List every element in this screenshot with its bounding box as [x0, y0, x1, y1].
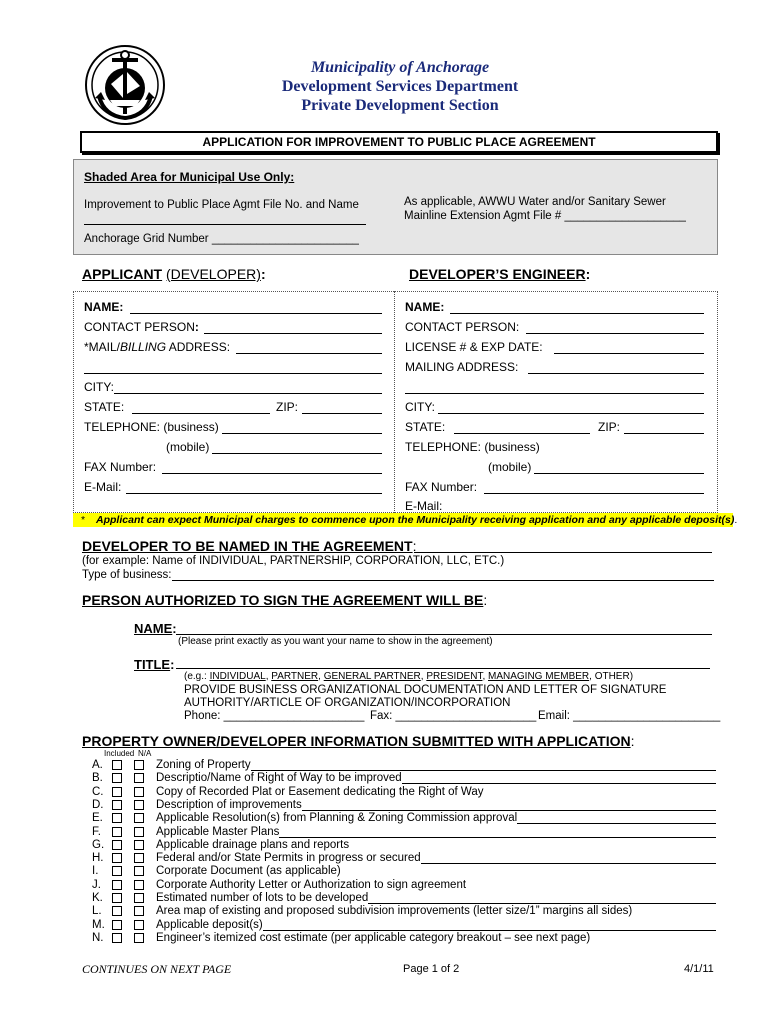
engineer-mailing-field-2[interactable] — [405, 393, 704, 394]
checklist-item-line[interactable] — [251, 770, 716, 771]
checklist-item — [92, 852, 722, 865]
engineer-state-field[interactable] — [454, 433, 590, 434]
included-checkbox[interactable] — [112, 920, 122, 930]
checklist-item — [92, 905, 722, 918]
header-section: Private Development Section — [301, 97, 499, 114]
checklist-item-line[interactable] — [302, 810, 716, 811]
included-checkbox[interactable] — [112, 760, 122, 770]
title-example-sep: , — [265, 671, 272, 682]
applicant-city-field[interactable] — [114, 393, 382, 394]
property-heading-label: PROPERTY OWNER/DEVELOPER INFORMATION SUBMITTED WITH APPLICATION — [82, 733, 631, 749]
na-checkbox[interactable] — [134, 906, 144, 916]
checklist-item-letter: D. — [92, 798, 104, 811]
grid-number-field[interactable]: Anchorage Grid Number _______________________ — [84, 233, 359, 245]
included-checkbox[interactable] — [112, 840, 122, 850]
engineer-tel-mobile-field[interactable] — [534, 473, 704, 474]
checklist-item-line[interactable] — [263, 930, 716, 931]
checklist-item-line[interactable] — [279, 837, 716, 838]
applicant-fax-label: FAX Number: — [84, 460, 157, 474]
developer-named-heading-label: DEVELOPER TO BE NAMED IN THE AGREEMENT — [82, 538, 413, 554]
box-divider — [394, 291, 395, 513]
applicant-name-label: NAME: — [84, 300, 124, 314]
engineer-contact-label: CONTACT PERSON: — [405, 320, 520, 334]
applicant-tel-business-label: TELEPHONE: (business) — [84, 420, 219, 434]
na-checkbox[interactable] — [134, 866, 144, 876]
included-checkbox[interactable] — [112, 906, 122, 916]
engineer-heading-label: DEVELOPER’S ENGINEER — [409, 266, 586, 282]
municipality-seal-logo — [84, 44, 166, 126]
authorized-title-field[interactable] — [176, 668, 710, 669]
awwu-line1: As applicable, AWWU Water and/or Sanitary Sewer — [404, 196, 666, 208]
title-example-sep: , — [420, 671, 427, 682]
applicant-name-field[interactable] — [130, 313, 382, 314]
checklist-item-line[interactable] — [368, 903, 716, 904]
checklist-item — [92, 879, 722, 892]
engineer-license-label: LICENSE # & EXP DATE: — [405, 340, 543, 354]
business-type-field[interactable] — [172, 580, 714, 581]
title-examples-prefix: (e.g.: — [184, 671, 210, 682]
checklist-item-text: Applicable Master Plans — [156, 825, 280, 838]
title-example-partner: PARTNER — [271, 671, 319, 682]
engineer-tel-business-label: TELEPHONE: (business) — [405, 440, 540, 454]
engineer-name-label: NAME: — [405, 300, 445, 314]
checklist-item-letter: C. — [92, 785, 104, 798]
checklist-item-line[interactable] — [421, 863, 716, 864]
included-checkbox[interactable] — [112, 827, 122, 837]
authorized-heading — [82, 592, 487, 608]
file-no-label: Improvement to Public Place Agmt File No. and Name — [84, 199, 359, 211]
engineer-mailing-label: MAILING ADDRESS: — [405, 360, 519, 374]
revision-date: 4/1/11 — [684, 963, 714, 975]
applicant-contact-colon: : — [194, 320, 199, 334]
checklist-item-text: Corporate Document (as applicable) — [156, 865, 341, 878]
applicant-email-label: E-Mail: — [84, 480, 122, 494]
form-title-box — [80, 131, 718, 153]
checklist-item-letter: K. — [92, 892, 103, 904]
checklist-item-text: Corporate Authority Letter or Authorization to sign agreement — [156, 878, 467, 891]
na-checkbox[interactable] — [134, 787, 144, 797]
checklist-item-text: Area map of existing and proposed subdivision improvements (letter size/1” margins all sides) — [156, 905, 633, 918]
checklist-item — [92, 772, 722, 785]
checklist-item — [92, 892, 722, 905]
included-checkbox[interactable] — [112, 933, 122, 943]
checklist-item-text: Descriptio/Name of Right of Way to be improved — [156, 772, 402, 785]
included-checkbox[interactable] — [112, 880, 122, 890]
checklist-item — [92, 799, 722, 812]
applicant-heading-label: APPLICANT — [82, 266, 163, 282]
engineer-city-label: CITY: — [405, 400, 436, 414]
checklist-item-letter: F. — [92, 825, 101, 838]
engineer-name-field[interactable] — [450, 313, 704, 314]
title-example-general-partner: GENERAL PARTNER — [323, 671, 421, 682]
authorized-title-text: TITLE — [134, 657, 171, 672]
applicant-contact-field[interactable] — [204, 333, 382, 334]
applicant-email-field[interactable] — [126, 493, 382, 494]
notice-text: Applicant can expect Municipal charges to commence upon the Municipality receiving application and any applicable deposit(s) — [96, 514, 735, 526]
business-type-label: Type of business: — [82, 569, 172, 581]
included-checkbox[interactable] — [112, 773, 122, 783]
na-checkbox[interactable] — [134, 893, 144, 903]
applicant-city-label: CITY: — [84, 380, 115, 394]
applicant-mail-address: ADDRESS: — [166, 340, 231, 354]
provide-docs-line1: PROVIDE BUSINESS ORGANIZATIONAL DOCUMENTATION AND LETTER OF SIGNATURE — [184, 684, 667, 696]
checklist-item-letter: L. — [92, 905, 102, 918]
applicant-contact-label — [84, 320, 199, 334]
deposit-notice — [73, 513, 738, 527]
applicant-tel-business-field[interactable] — [222, 433, 382, 434]
property-heading — [82, 733, 635, 749]
authorized-name-field[interactable] — [176, 634, 712, 635]
included-checkbox[interactable] — [112, 893, 122, 903]
engineer-state-label: STATE: — [405, 420, 446, 434]
applicant-state-field[interactable] — [132, 413, 270, 414]
included-checkbox[interactable] — [112, 866, 122, 876]
checklist-item — [92, 865, 722, 878]
checklist-item-letter: J. — [92, 878, 101, 891]
engineer-email-label: E-Mail: — [405, 499, 443, 513]
engineer-heading — [409, 266, 590, 282]
title-example-sep: , — [318, 671, 324, 682]
awwu-file-field[interactable]: Mainline Extension Agmt File # ___________________ — [404, 210, 686, 222]
department-header — [200, 58, 600, 115]
developer-named-example: (for example: Name of INDIVIDUAL, PARTNERSHIP, CORPORATION, LLC, ETC.) — [82, 555, 505, 567]
authorized-title-label — [134, 657, 174, 672]
included-checkbox[interactable] — [112, 800, 122, 810]
developer-named-field[interactable] — [414, 552, 712, 553]
page-number: Page 1 of 2 — [403, 963, 460, 975]
authorized-name-colon: : — [172, 621, 177, 636]
applicant-fax-field[interactable] — [162, 473, 382, 474]
authorized-name-label — [134, 621, 177, 636]
na-checkbox[interactable] — [134, 853, 144, 863]
checklist-item — [92, 786, 722, 799]
applicant-heading-developer: (DEVELOPER) — [166, 266, 261, 282]
checklist-item-letter: M. — [92, 918, 105, 931]
included-checkbox[interactable] — [112, 787, 122, 797]
applicant-tel-mobile-field[interactable] — [212, 453, 382, 454]
checklist-item-letter: H. — [92, 852, 104, 865]
checklist-item-text: Estimated number of lots to be developed — [156, 892, 369, 904]
checklist-item-letter: E. — [92, 812, 103, 825]
checklist-item-text: Applicable Resolution(s) from Planning & Zoning Commission approval — [156, 812, 518, 825]
checklist-item — [92, 759, 722, 772]
checklist-item-letter: A. — [92, 759, 103, 771]
provide-docs-line2: AUTHORITY/ARTICLE OF ORGANIZATION/INCORPORATION — [184, 697, 511, 709]
file-no-field[interactable] — [84, 224, 366, 225]
na-checkbox[interactable] — [134, 813, 144, 823]
engineer-zip-field[interactable] — [624, 433, 704, 434]
checklist-item — [92, 812, 722, 825]
applicant-zip-field[interactable] — [302, 413, 382, 414]
na-checkbox[interactable] — [134, 840, 144, 850]
municipal-use-heading: Shaded Area for Municipal Use Only: — [84, 170, 295, 184]
engineer-license-field[interactable] — [554, 353, 704, 354]
notice-period: . — [734, 514, 738, 526]
checklist-item-line[interactable] — [517, 823, 716, 824]
applicant-contact-text: CONTACT PERSON — [84, 320, 195, 334]
checklist-item-text: Engineer’s itemized cost estimate (per applicable category breakout – see next page) — [156, 931, 591, 944]
engineer-zip-label: ZIP: — [598, 420, 621, 434]
property-colon: : — [630, 733, 635, 749]
na-checkbox[interactable] — [134, 760, 144, 770]
checklist-item — [92, 932, 722, 945]
applicant-state-label: STATE: — [84, 400, 125, 414]
engineer-contact-field[interactable] — [526, 333, 704, 334]
checklist-item — [92, 839, 722, 852]
included-checkbox[interactable] — [112, 853, 122, 863]
checklist-item-letter: I. — [92, 865, 99, 878]
applicant-mail-billing: BILLING — [120, 340, 167, 354]
notice-star: * — [81, 514, 86, 526]
title-example-individual: INDIVIDUAL — [209, 671, 266, 682]
form-title: APPLICATION FOR IMPROVEMENT TO PUBLIC PLACE AGREEMENT — [202, 135, 596, 149]
header-department: Development Services Department — [281, 78, 519, 95]
applicant-mail-label — [84, 340, 230, 354]
title-examples-suffix: , OTHER) — [589, 671, 634, 682]
authorized-colon: : — [483, 592, 488, 608]
authorized-name-note: (Please print exactly as you want your name to show in the agreement) — [178, 636, 493, 647]
title-example-managing-member: MANAGING MEMBER — [488, 671, 590, 682]
authorized-name-text: NAME — [134, 621, 173, 636]
authorized-phone-field[interactable]: Phone: ______________________ — [184, 710, 365, 722]
included-checkbox[interactable] — [112, 813, 122, 823]
na-checkbox[interactable] — [134, 827, 144, 837]
engineer-fax-label: FAX Number: — [405, 480, 478, 494]
checklist-item-letter: N. — [92, 931, 104, 944]
na-checkbox[interactable] — [134, 773, 144, 783]
applicant-heading — [82, 266, 266, 282]
checklist-item-line[interactable] — [402, 783, 716, 784]
applicant-mail-star: *MAIL/ — [84, 340, 121, 354]
checklist-item-letter: G. — [92, 838, 105, 851]
checklist-item-letter: B. — [92, 772, 103, 785]
authorized-heading-label: PERSON AUTHORIZED TO SIGN THE AGREEMENT WILL BE — [82, 592, 484, 608]
title-example-sep: , — [482, 671, 489, 682]
checklist-item-text: Federal and/or State Permits in progress or secured — [156, 852, 421, 865]
header-municipality: Municipality of Anchorage — [310, 59, 490, 76]
engineer-tel-mobile-label: (mobile) — [488, 460, 532, 474]
title-examples — [184, 671, 633, 682]
checklist-item — [92, 919, 722, 932]
col-na-label: N/A — [138, 749, 152, 758]
applicant-mail-field-2[interactable] — [84, 373, 382, 374]
developer-named-colon: : — [412, 538, 417, 554]
authorized-title-colon: : — [170, 657, 175, 672]
checklist-item-text: Applicable deposit(s) — [156, 918, 263, 931]
checklist-item-text: Zoning of Property — [156, 759, 251, 771]
applicant-tel-mobile-label: (mobile) — [166, 440, 210, 454]
title-example-president: PRESIDENT — [426, 671, 483, 682]
authorized-fax-field[interactable]: Fax: ______________________ — [370, 710, 537, 722]
checklist-item-text: Applicable drainage plans and reports — [156, 838, 350, 851]
developer-named-heading — [82, 538, 416, 554]
na-checkbox[interactable] — [134, 920, 144, 930]
authorized-email-field[interactable]: Email: _______________________ — [538, 710, 721, 722]
col-included-label: Included — [104, 749, 135, 758]
checklist-item-text: Description of improvements — [156, 798, 302, 811]
engineer-heading-colon: : — [585, 266, 591, 282]
engineer-city-field[interactable] — [438, 413, 704, 414]
applicant-heading-colon: : — [260, 266, 266, 282]
continues-next-page: CONTINUES ON NEXT PAGE — [82, 962, 232, 976]
applicant-zip-label: ZIP: — [276, 400, 299, 414]
na-checkbox[interactable] — [134, 800, 144, 810]
na-checkbox[interactable] — [134, 880, 144, 890]
checklist-item — [92, 826, 722, 839]
na-checkbox[interactable] — [134, 933, 144, 943]
applicant-mail-field[interactable] — [236, 353, 382, 354]
engineer-mailing-field[interactable] — [528, 373, 704, 374]
checklist-item-text: Copy of Recorded Plat or Easement dedicating the Right of Way — [156, 785, 484, 798]
engineer-fax-field[interactable] — [484, 493, 704, 494]
